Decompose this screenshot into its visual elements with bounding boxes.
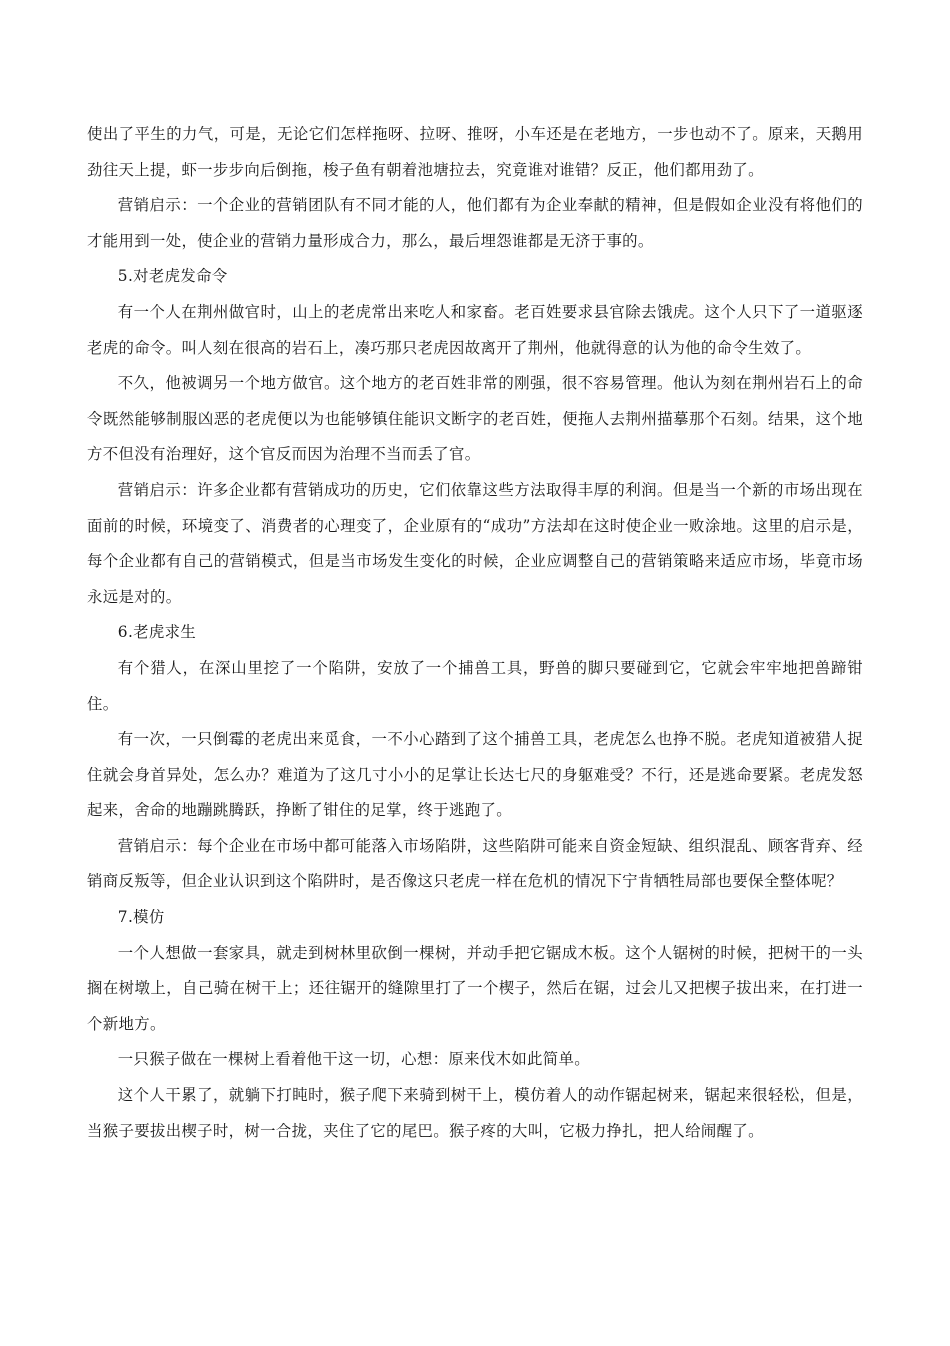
paragraph-marketing-insight-4: 营销启示：一个企业的营销团队有不同才能的人，他们都有为企业奉献的精神，但是假如企业没有将他们的才能用到一处，使企业的营销力量形成合力，那么，最后埋怨谁都是无济于事的。 <box>87 196 863 250</box>
paragraph-marketing-insight-6: 营销启示：每个企业在市场中都可能落入市场陷阱，这些陷阱可能来自资金短缺、组织混乱、顾客背弃、经销商反叛等，但企业认识到这个陷阱时，是否像这只老虎一样在危机的情况下宁肯牺牲局部也要保全整体呢？ <box>87 836 863 891</box>
section-heading-7: 7.模仿 <box>117 908 165 927</box>
paragraph-marketing-insight-5: 营销启示：许多企业都有营销成功的历史，它们依靠这些方法取得丰厚的利润。但是当一个新的市场出现在面前的时候，环境变了、消费者的心理变了，企业原有的“成功”方法却在这时使企业一败涂地。这里的启示是，每个企业都有自己的营销模式，但是当市场发生变化的时候，企业应调整自己的营销策略来适应市场，毕竟市场永远是对的。 <box>87 480 863 606</box>
section-heading-5: 5.对老虎发命令 <box>117 267 228 286</box>
section-heading-6: 6.老虎求生 <box>117 623 197 642</box>
paragraph-story-5-part1: 有一个人在荆州做官时，山上的老虎常出来吃人和家畜。老百姓要求县官除去饿虎。这个人只下了一道驱逐老虎的命令。叫人刻在很高的岩石上，凑巧那只老虎因故离开了荆州，他就得意的认为他的命令生效了。 <box>87 302 863 357</box>
document-body <box>87 117 863 1149</box>
paragraph-story-7-part2: 一只猴子做在一棵树上看着他干这一切，心想：原来伐木如此简单。 <box>117 1050 591 1069</box>
paragraph-story-7-part1: 一个人想做一套家具，就走到树林里砍倒一棵树，并动手把它锯成木板。这个人锯树的时候，把树干的一头搁在树墩上，自己骑在树干上；还往锯开的缝隙里打了一个楔子，然后在锯，过会儿又把楔子拔出来，在打进一个新地方。 <box>87 943 863 1033</box>
paragraph-story-5-part2: 不久，他被调另一个地方做官。这个地方的老百姓非常的刚强，很不容易管理。他认为刻在荆州岩石上的命令既然能够制服凶恶的老虎便以为也能够镇住能识文断字的老百姓，便拖人去荆州描摹那个石刻。结果，这个地方不但没有治理好，这个官反而因为治理不当而丢了官。 <box>87 374 863 464</box>
paragraph-story-continuation: 使出了平生的力气，可是，无论它们怎样拖呀、拉呀、推呀，小车还是在老地方，一步也动不了。原来，天鹅用劲往天上提，虾一步步向后倒拖，梭子鱼有朝着池塘拉去，究竟谁对谁错？反正，他们都用劲了。 <box>87 125 863 179</box>
paragraph-story-7-part3: 这个人干累了，就躺下打盹时，猴子爬下来骑到树干上，模仿着人的动作锯起树来，锯起来很轻松，但是，当猴子要拔出楔子时，树一合拢，夹住了它的尾巴。猴子疼的大叫，它极力挣扎，把人给闹醒了。 <box>87 1086 863 1140</box>
paragraph-story-6-part2: 有一次，一只倒霉的老虎出来觅食，一不小心踏到了这个捕兽工具，老虎怎么也挣不脱。老虎知道被猎人捉住就会身首异处，怎么办？难道为了这几寸小小的足掌让长达七尺的身躯难受？不行，还是逃命要紧。老虎发怒起来，舍命的地蹦跳腾跃，挣断了钳住的足掌，终于逃跑了。 <box>87 730 863 820</box>
paragraph-story-6-part1: 有个猎人，在深山里挖了一个陷阱，安放了一个捕兽工具，野兽的脚只要碰到它，它就会牢牢地把兽蹄钳住。 <box>87 658 863 713</box>
